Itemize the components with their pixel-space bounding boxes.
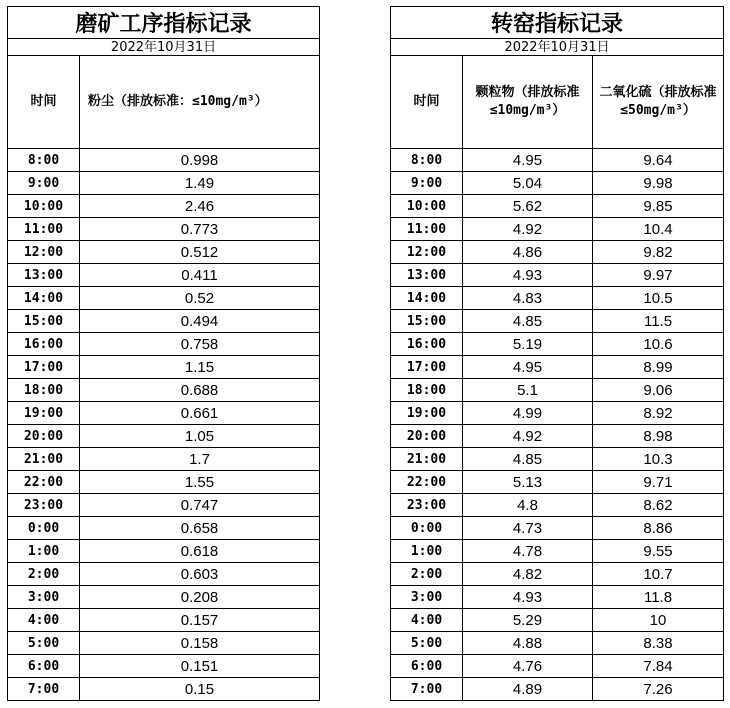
time-cell: 22:00 [8,471,80,494]
so2-value-cell: 9.97 [593,264,724,287]
dust-value-cell: 1.15 [80,356,320,379]
table-row [391,195,724,218]
table-row [391,264,724,287]
table-row [8,241,320,264]
so2-value-cell: 7.84 [593,655,724,678]
dust-value-cell: 0.758 [80,333,320,356]
pm-value-cell: 5.13 [463,471,593,494]
kiln-pm-header: 颗粒物（排放标准≤10mg/m³） [463,56,593,149]
so2-value-cell: 8.62 [593,494,724,517]
kiln-date: 2022年10月31日 [391,39,724,56]
dust-value-cell: 0.15 [80,678,320,701]
time-cell: 19:00 [8,402,80,425]
time-cell: 3:00 [8,586,80,609]
so2-value-cell: 7.26 [593,678,724,701]
table-row [391,310,724,333]
pm-value-cell: 4.92 [463,425,593,448]
so2-value-cell: 9.71 [593,471,724,494]
so2-value-cell: 10.4 [593,218,724,241]
pm-value-cell: 5.04 [463,172,593,195]
time-cell: 5:00 [391,632,463,655]
table-row [8,172,320,195]
pm-value-cell: 4.86 [463,241,593,264]
table-row [8,218,320,241]
pm-value-cell: 4.83 [463,287,593,310]
pm-value-cell: 4.89 [463,678,593,701]
pm-value-cell: 4.92 [463,218,593,241]
so2-value-cell: 8.86 [593,517,724,540]
time-cell: 20:00 [391,425,463,448]
dust-value-cell: 0.158 [80,632,320,655]
so2-value-cell: 8.38 [593,632,724,655]
time-cell: 13:00 [8,264,80,287]
time-cell: 4:00 [8,609,80,632]
table-row [391,632,724,655]
table-row [8,655,320,678]
so2-value-cell: 10 [593,609,724,632]
time-cell: 15:00 [391,310,463,333]
pm-value-cell: 4.78 [463,540,593,563]
time-cell: 17:00 [391,356,463,379]
time-cell: 17:00 [8,356,80,379]
time-cell: 9:00 [391,172,463,195]
time-cell: 20:00 [8,425,80,448]
time-cell: 16:00 [8,333,80,356]
dust-value-cell: 0.411 [80,264,320,287]
table-row [8,379,320,402]
table-row [391,333,724,356]
time-cell: 11:00 [391,218,463,241]
so2-value-cell: 8.99 [593,356,724,379]
table-row [391,609,724,632]
mill-dust-header: 粉尘（排放标准：≤10mg/m³） [80,56,320,149]
table-row [8,494,320,517]
time-cell: 1:00 [8,540,80,563]
table-row [391,448,724,471]
dust-value-cell: 1.49 [80,172,320,195]
time-cell: 23:00 [8,494,80,517]
dust-value-cell: 0.512 [80,241,320,264]
so2-value-cell: 8.92 [593,402,724,425]
time-cell: 4:00 [391,609,463,632]
table-row [8,471,320,494]
time-cell: 23:00 [391,494,463,517]
dust-value-cell: 1.7 [80,448,320,471]
time-cell: 7:00 [391,678,463,701]
pm-value-cell: 4.95 [463,149,593,172]
pm-value-cell: 5.62 [463,195,593,218]
pm-value-cell: 4.73 [463,517,593,540]
pm-value-cell: 4.8 [463,494,593,517]
dust-value-cell: 0.688 [80,379,320,402]
table-row [8,448,320,471]
pm-value-cell: 5.1 [463,379,593,402]
dust-value-cell: 1.55 [80,471,320,494]
time-cell: 15:00 [8,310,80,333]
time-cell: 19:00 [391,402,463,425]
so2-value-cell: 11.5 [593,310,724,333]
table-row [391,149,724,172]
so2-value-cell: 11.8 [593,586,724,609]
time-cell: 8:00 [391,149,463,172]
so2-value-cell: 10.5 [593,287,724,310]
dust-value-cell: 0.157 [80,609,320,632]
time-cell: 9:00 [8,172,80,195]
time-cell: 6:00 [8,655,80,678]
time-cell: 2:00 [8,563,80,586]
time-cell: 18:00 [391,379,463,402]
table-row [391,172,724,195]
table-row [8,517,320,540]
time-cell: 11:00 [8,218,80,241]
so2-value-cell: 9.06 [593,379,724,402]
so2-value-cell: 10.6 [593,333,724,356]
so2-value-cell: 8.98 [593,425,724,448]
dust-value-cell: 1.05 [80,425,320,448]
dust-value-cell: 0.151 [80,655,320,678]
pm-value-cell: 4.82 [463,563,593,586]
table-row [391,379,724,402]
time-cell: 21:00 [8,448,80,471]
dust-value-cell: 0.494 [80,310,320,333]
table-row [8,264,320,287]
time-cell: 0:00 [8,517,80,540]
table-row [8,678,320,701]
mill-date: 2022年10月31日 [8,39,320,56]
table-row [8,310,320,333]
dust-value-cell: 0.747 [80,494,320,517]
time-cell: 13:00 [391,264,463,287]
so2-value-cell: 9.64 [593,149,724,172]
time-cell: 12:00 [391,241,463,264]
pm-value-cell: 4.93 [463,264,593,287]
table-row [8,563,320,586]
time-cell: 18:00 [8,379,80,402]
time-cell: 21:00 [391,448,463,471]
table-row [391,425,724,448]
table-row [391,540,724,563]
dust-value-cell: 0.773 [80,218,320,241]
kiln-title: 转窑指标记录 [391,7,724,39]
time-cell: 10:00 [8,195,80,218]
dust-value-cell: 0.208 [80,586,320,609]
table-row [391,655,724,678]
time-cell: 2:00 [391,563,463,586]
table-row [8,540,320,563]
kiln-time-header: 时间 [391,56,463,149]
so2-value-cell: 9.82 [593,241,724,264]
table-row [391,241,724,264]
time-cell: 3:00 [391,586,463,609]
time-cell: 5:00 [8,632,80,655]
so2-value-cell: 10.3 [593,448,724,471]
table-row [391,218,724,241]
table-row [391,402,724,425]
time-cell: 1:00 [391,540,463,563]
time-cell: 6:00 [391,655,463,678]
table-row [391,287,724,310]
so2-value-cell: 10.7 [593,563,724,586]
mill-title: 磨矿工序指标记录 [8,7,320,39]
table-row [8,333,320,356]
so2-value-cell: 9.98 [593,172,724,195]
time-cell: 14:00 [391,287,463,310]
table-row [8,356,320,379]
table-row [8,149,320,172]
dust-value-cell: 0.661 [80,402,320,425]
table-row [391,494,724,517]
pm-value-cell: 4.76 [463,655,593,678]
pm-value-cell: 4.93 [463,586,593,609]
pm-value-cell: 5.29 [463,609,593,632]
mill-record-table [7,6,320,701]
table-row [8,425,320,448]
table-row [8,609,320,632]
kiln-record-table [390,6,724,701]
time-cell: 10:00 [391,195,463,218]
dust-value-cell: 0.603 [80,563,320,586]
pm-value-cell: 4.85 [463,310,593,333]
dust-value-cell: 0.658 [80,517,320,540]
table-row [8,632,320,655]
dust-value-cell: 0.998 [80,149,320,172]
time-cell: 0:00 [391,517,463,540]
time-cell: 16:00 [391,333,463,356]
dust-value-cell: 0.52 [80,287,320,310]
dust-value-cell: 2.46 [80,195,320,218]
table-row [8,287,320,310]
table-row [391,471,724,494]
time-cell: 8:00 [8,149,80,172]
pm-value-cell: 4.99 [463,402,593,425]
time-cell: 14:00 [8,287,80,310]
table-row [8,586,320,609]
so2-value-cell: 9.55 [593,540,724,563]
pm-value-cell: 5.19 [463,333,593,356]
time-cell: 12:00 [8,241,80,264]
time-cell: 7:00 [8,678,80,701]
so2-value-cell: 9.85 [593,195,724,218]
pm-value-cell: 4.88 [463,632,593,655]
table-row [391,678,724,701]
pm-value-cell: 4.95 [463,356,593,379]
mill-time-header: 时间 [8,56,80,149]
table-row [391,563,724,586]
table-row [391,586,724,609]
table-row [8,402,320,425]
table-row [391,517,724,540]
table-row [391,356,724,379]
kiln-so2-header: 二氧化硫（排放标准≤50mg/m³） [593,56,724,149]
pm-value-cell: 4.85 [463,448,593,471]
dust-value-cell: 0.618 [80,540,320,563]
table-row [8,195,320,218]
time-cell: 22:00 [391,471,463,494]
